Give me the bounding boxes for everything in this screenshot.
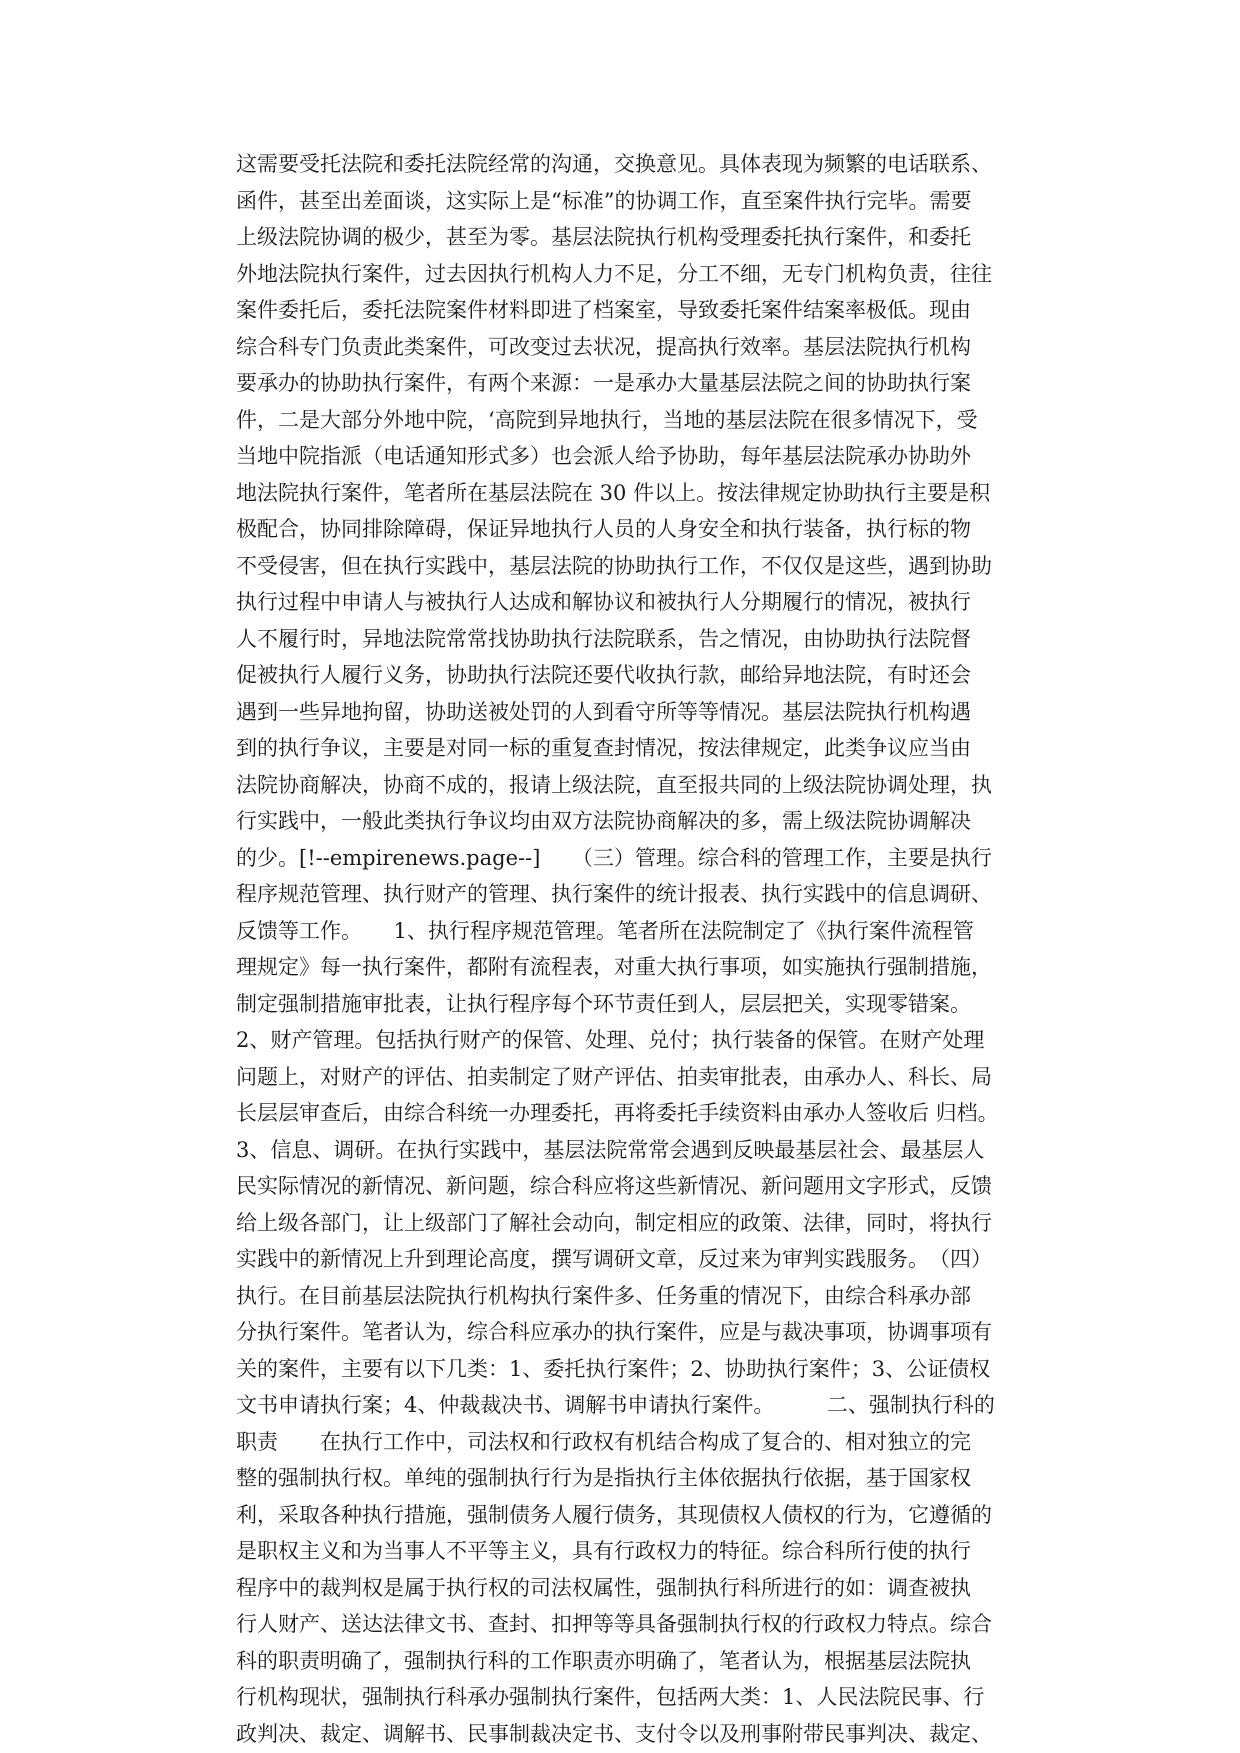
text-line: 这需要受托法院和委托法院经常的沟通，交换意见。具体表现为频繁的电话联系、 <box>236 152 992 176</box>
text-line: 民实际情况的新情况、新问题，综合科应将这些新情况、新问题用文字形式，反馈 <box>236 1174 992 1198</box>
text-line: 程序规范管理、执行财产的管理、执行案件的统计报表、执行实践中的信息调研、 <box>236 882 992 906</box>
text-line: 政判决、裁定、调解书、民事制裁决定书、支付令以及刑事附带民事判决、裁定、 <box>236 1721 992 1746</box>
text-line: 上级法院协调的极少，甚至为零。基层法院执行机构受理委托执行案件，和委托 <box>236 225 971 249</box>
text-line: 文书申请执行案；4、仲裁裁决书、调解书申请执行案件。 二、强制执行科的 <box>236 1393 995 1417</box>
text-line: 分执行案件。笔者认为，综合科应承办的执行案件，应是与裁决事项，协调事项有 <box>236 1320 992 1344</box>
text-line: 利，采取各种执行措施，强制债务人履行债务，其现债权人债权的行为，它遵循的 <box>236 1502 992 1527</box>
text-line: 的少。[!--empirenews.page--] （三）管理。综合科的管理工作，主要是执行 <box>236 845 992 870</box>
text-line: 极配合，协同排除障碍，保证异地执行人员的人身安全和执行装备，执行标的物 <box>236 517 971 541</box>
text-line: 长层层审查后，由综合科统一办理委托，再将委托手续资料由承办人签收后 归档。 <box>236 1101 999 1125</box>
text-line: 函件，甚至出差面谈，这实际上是“标准”的协调工作，直至案件执行完毕。需要 <box>236 188 972 213</box>
text-line: 3、信息、调研。在执行实践中，基层法院常常会遇到反映最基层社会、最基层人 <box>236 1137 985 1162</box>
text-line: 行实践中，一般此类执行争议均由双方法院协商解决的多，需上级法院协调解决 <box>236 809 971 833</box>
text-line: 行人财产、送达法律文书、查封、扣押等等具备强制执行权的行政权力特点。综合 <box>236 1612 992 1636</box>
text-line: 人不履行时，异地法院常常找协助执行法院联系，告之情况，由协助执行法院督 <box>236 626 971 651</box>
text-line: 要承办的协助执行案件，有两个来源：一是承办大量基层法院之间的协助执行案 <box>236 371 971 395</box>
body-text <box>236 146 1016 1752</box>
text-line: 程序中的裁判权是属于执行权的司法权属性，强制执行科所进行的如：调查被执 <box>236 1575 971 1600</box>
text-line: 法院协商解决，协商不成的，报请上级法院，直至报共同的上级法院协调处理，执 <box>236 772 992 797</box>
text-line: 遇到一些异地拘留，协助送被处罚的人到看守所等等情况。基层法院执行机构遇 <box>236 699 971 724</box>
text-line: 整的强制执行权。单纯的强制执行行为是指执行主体依据执行依据，基于国家权 <box>236 1466 971 1490</box>
text-line: 综合科专门负责此类案件，可改变过去状况，提高执行效率。基层法院执行机构 <box>236 334 971 359</box>
text-line: 是职权主义和为当事人不平等主义，具有行政权力的特征。综合科所行使的执行 <box>236 1539 971 1563</box>
text-line: 件，二是大部分外地中院，‘高院到异地执行，当地的基层法院在很多情况下，受 <box>236 407 978 432</box>
text-line: 给上级各部门，让上级部门了解社会动向，制定相应的政策、法律，同时，将执行 <box>236 1210 992 1235</box>
text-line: 职责 在执行工作中，司法权和行政权有机结合构成了复合的、相对独立的完 <box>236 1429 971 1454</box>
text-line: 问题上，对财产的评估、拍卖制定了财产评估、拍卖审批表，由承办人、科长、局 <box>236 1064 992 1089</box>
text-line: 行机构现状，强制执行科承办强制执行案件，包括两大类：1、人民法院民事、行 <box>236 1685 985 1709</box>
text-line: 当地中院指派（电话通知形式多）也会派人给予协助，每年基层法院承办协助外 <box>236 444 971 468</box>
text-line: 到的执行争议，主要是对同一标的重复查封情况，按法律规定，此类争议应当由 <box>236 736 971 760</box>
text-line: 实践中的新情况上升到理论高度，撰写调研文章，反过来为审判实践服务。 （四） <box>236 1247 992 1271</box>
text-line: 案件委托后，委托法院案件材料即进了档案室，导致委托案件结案率极低。现由 <box>236 298 971 322</box>
text-line: 促被执行人履行义务，协助执行法院还要代收执行款，邮给异地法院，有时还会 <box>236 663 971 687</box>
text-line: 科的职责明确了，强制执行科的工作职责亦明确了，笔者认为，根据基层法院执 <box>236 1648 971 1673</box>
text-line: 外地法院执行案件，过去因执行机构人力不足，分工不细，无专门机构负责，往往 <box>236 261 992 286</box>
text-line: 关的案件，主要有以下几类：1、委托执行案件；2、协助执行案件；3、公证债权 <box>236 1356 991 1381</box>
text-line: 反馈等工作。 1、执行程序规范管理。笔者所在法院制定了《执行案件流程管 <box>236 918 974 943</box>
text-line: 制定强制措施审批表，让执行程序每个环节责任到人，层层把关，实现零错案。 <box>236 991 971 1016</box>
text-line: 执行。在目前基层法院执行机构执行案件多、任务重的情况下，由综合科承办部 <box>236 1283 971 1308</box>
text-line: 2、财产管理。包括执行财产的保管、处理、兑付；执行装备的保管。在财产处理 <box>236 1028 985 1052</box>
text-line: 不受侵害，但在执行实践中，基层法院的协助执行工作，不仅仅是这些，遇到协助 <box>236 553 992 578</box>
text-line: 执行过程中申请人与被执行人达成和解协议和被执行人分期履行的情况，被执行 <box>236 590 971 614</box>
text-line: 理规定》每一执行案件，都附有流程表，对重大执行事项，如实施执行强制措施， <box>236 955 992 979</box>
text-line: 地法院执行案件，笔者所在基层法院在 30 件以上。按法律规定协助执行主要是积 <box>236 480 991 505</box>
